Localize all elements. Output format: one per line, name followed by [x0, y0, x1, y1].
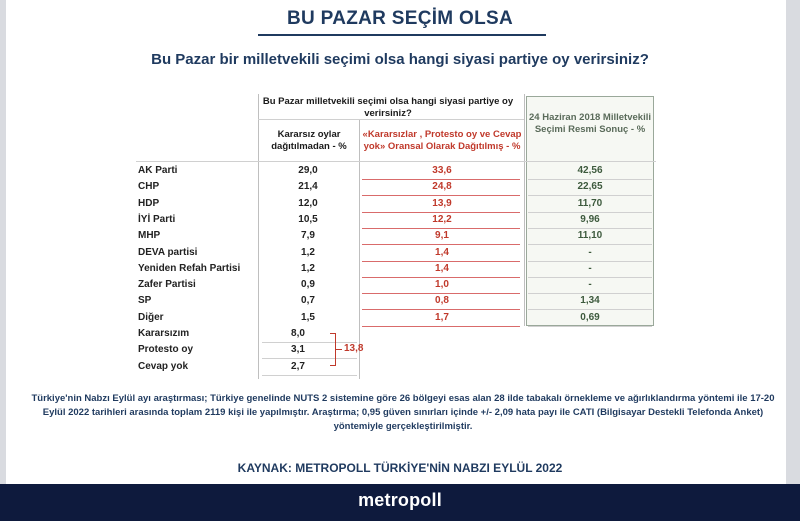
row-divider: [528, 228, 652, 229]
row-value-official-2018: 1,34: [580, 295, 600, 306]
row-divider: [528, 195, 652, 196]
row-party-label: Yeniden Refah Partisi: [138, 263, 241, 274]
column-header-distributed: «Kararsızlar , Protesto oy ve Cevap yok» Oransal Olarak Dağıtılmış - %: [362, 129, 522, 152]
row-divider: [528, 277, 652, 278]
row-value-undistributed: 21,4: [298, 181, 318, 192]
row-value-undistributed: 0,7: [301, 295, 315, 306]
row-value-distributed: 1,4: [435, 263, 449, 274]
row-divider-red: [362, 277, 520, 278]
row-divider: [528, 244, 652, 245]
row-value-official-2018: -: [588, 279, 592, 290]
row-divider-red: [362, 326, 520, 327]
extra-row-label: Protesto oy: [138, 344, 194, 355]
row-party-label: MHP: [138, 230, 161, 241]
column-header-official-2018: 24 Haziran 2018 Milletvekili Seçimi Resmi Sonuç - %: [529, 112, 651, 135]
row-value-distributed: 1,4: [435, 247, 449, 258]
row-value-official-2018: -: [588, 247, 592, 258]
source-line: KAYNAK: METROPOLL TÜRKİYE'NİN NABZI EYLÜL 2022: [237, 461, 563, 475]
row-value-official-2018: 11,10: [577, 230, 603, 241]
grid-vline-2: [359, 120, 360, 379]
header-bottom-line: [136, 161, 656, 162]
row-divider-red: [362, 293, 520, 294]
brand-logo: metropoll: [358, 490, 442, 510]
row-value-official-2018: 0,69: [580, 312, 600, 323]
table-group-header: Bu Pazar milletvekili seçimi olsa hangi siyasi partiye oy verirsiniz?: [262, 96, 514, 119]
row-party-label: Diğer: [138, 312, 164, 323]
methodology-note: Türkiye'nin Nabzı Eylül ayı araştırması; Türkiye genelinde NUTS 2 sistemine göre 26 bölgeyi esas alan 28 ilde tabakalı örnekleme ve ağırlıklandırma yöntemi ile 17-20 Eylül 2022 tarihleri arasında toplam 2119 kişi ile yapılmıştır. Araştırma; 0,95 güven sınırları içinde +/- 2,09 hata payı ile CATI (Bilgisayar Destekli Telefonda Anket) yöntemiyle gerçekleştirilmiştir.: [31, 393, 775, 432]
row-party-label: Zafer Partisi: [138, 279, 196, 290]
row-party-label: İYİ Parti: [138, 214, 176, 225]
left-frame: [0, 0, 6, 521]
title-underline: [258, 34, 546, 36]
row-value-distributed: 0,8: [435, 295, 449, 306]
extra-row-label: Kararsızım: [138, 328, 190, 339]
row-divider: [528, 179, 652, 180]
row-value-undistributed: 0,9: [301, 279, 315, 290]
row-value-official-2018: 42,56: [577, 165, 603, 176]
row-value-distributed: 1,0: [435, 279, 449, 290]
page-title: BU PAZAR SEÇİM OLSA: [287, 8, 513, 29]
extra-row-divider: [262, 358, 357, 359]
row-divider-red: [362, 195, 520, 196]
row-value-official-2018: 9,96: [580, 214, 600, 225]
row-value-distributed: 9,1: [435, 230, 449, 241]
extra-row-divider: [262, 342, 357, 343]
row-divider-red: [362, 179, 520, 180]
right-frame: [786, 0, 800, 521]
row-value-undistributed: 12,0: [298, 198, 318, 209]
column-header-undistributed: Kararsız oylar dağıtılmadan - %: [271, 129, 347, 152]
row-value-distributed: 24,8: [432, 181, 452, 192]
row-value-undistributed: 10,5: [298, 214, 318, 225]
row-party-label: HDP: [138, 198, 160, 209]
row-value-official-2018: -: [588, 263, 592, 274]
extra-row-label: Cevap yok: [138, 361, 189, 372]
extra-row-value: 2,7: [291, 361, 305, 372]
row-value-official-2018: 11,70: [577, 198, 603, 209]
sum-bracket-tick: [336, 349, 342, 350]
row-divider-red: [362, 261, 520, 262]
row-divider-red: [362, 212, 520, 213]
row-value-distributed: 13,9: [432, 198, 452, 209]
row-party-label: SP: [138, 295, 152, 306]
row-value-undistributed: 29,0: [298, 165, 318, 176]
header-divider: [258, 119, 524, 120]
row-value-undistributed: 1,2: [301, 263, 315, 274]
row-party-label: DEVA partisi: [138, 247, 198, 258]
bracket-total: 13,8: [344, 343, 364, 354]
extra-row-divider: [262, 375, 357, 376]
row-value-official-2018: 22,65: [577, 181, 603, 192]
row-value-undistributed: 7,9: [301, 230, 315, 241]
grid-vline-1: [258, 94, 259, 379]
row-divider: [528, 326, 652, 327]
row-divider: [528, 261, 652, 262]
row-value-distributed: 1,7: [435, 312, 449, 323]
extra-row-value: 3,1: [291, 344, 305, 355]
row-party-label: CHP: [138, 181, 160, 192]
row-value-distributed: 33,6: [432, 165, 452, 176]
row-value-distributed: 12,2: [432, 214, 452, 225]
row-value-undistributed: 1,2: [301, 247, 315, 258]
row-divider-red: [362, 244, 520, 245]
row-divider-red: [362, 228, 520, 229]
row-divider-red: [362, 309, 520, 310]
extra-row-value: 8,0: [291, 328, 305, 339]
grid-vline-3: [524, 94, 525, 326]
page-subtitle: Bu Pazar bir milletvekili seçimi olsa hangi siyasi partiye oy verirsiniz?: [151, 51, 649, 68]
row-party-label: AK Parti: [138, 165, 178, 176]
row-divider: [528, 212, 652, 213]
row-divider: [528, 293, 652, 294]
row-divider: [528, 309, 652, 310]
row-value-undistributed: 1,5: [301, 312, 315, 323]
